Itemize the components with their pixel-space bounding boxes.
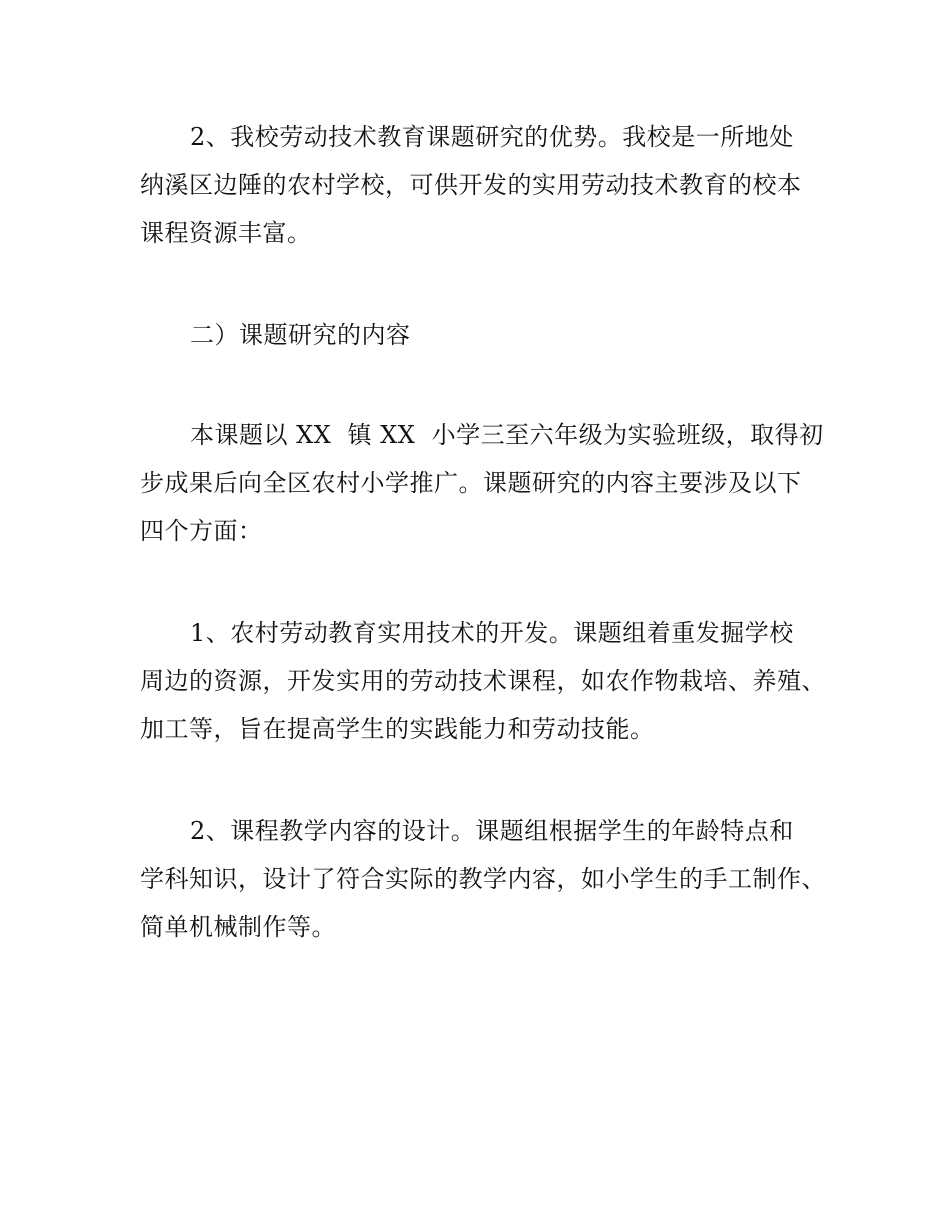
paragraph-line: 加工等，旨在提高学生的实践能力和劳动技能。 <box>140 715 655 743</box>
paragraph-line: 纳溪区边陲的农村学校，可供开发的实用劳动技术教育的校本 <box>140 171 802 199</box>
paragraph-line: 周边的资源，开发实用的劳动技术课程，如农作物栽培、养殖、 <box>140 667 826 695</box>
paragraph-line: 2、我校劳动技术教育课题研究的优势。我校是一所地处 <box>190 123 794 151</box>
paragraph-line: 四个方面： <box>140 517 263 545</box>
paragraph-line: 简单机械制作等。 <box>140 913 336 941</box>
paragraph-line: 1、农村劳动教育实用技术的开发。课题组着重发掘学校 <box>190 619 794 647</box>
heading-line: 二）课题研究的内容 <box>190 321 411 349</box>
paragraph-research-scope <box>140 411 840 555</box>
paragraph-item-1-technology-development <box>140 609 840 753</box>
paragraph-line: 本课题以 XX 镇 XX 小学三至六年级为实验班级，取得初 <box>190 421 824 449</box>
paragraph-line: 学科知识，设计了符合实际的教学内容，如小学生的手工制作、 <box>140 865 826 893</box>
paragraph-line: 2、课程教学内容的设计。课题组根据学生的年龄特点和 <box>190 817 794 845</box>
paragraph-item-2-course-design <box>140 807 840 951</box>
paragraph-line: 步成果后向全区农村小学推广。课题研究的内容主要涉及以下 <box>140 469 802 497</box>
section-heading-research-content <box>140 311 840 359</box>
paragraph-line: 课程资源丰富。 <box>140 219 312 247</box>
paragraph-advantages <box>140 113 840 257</box>
